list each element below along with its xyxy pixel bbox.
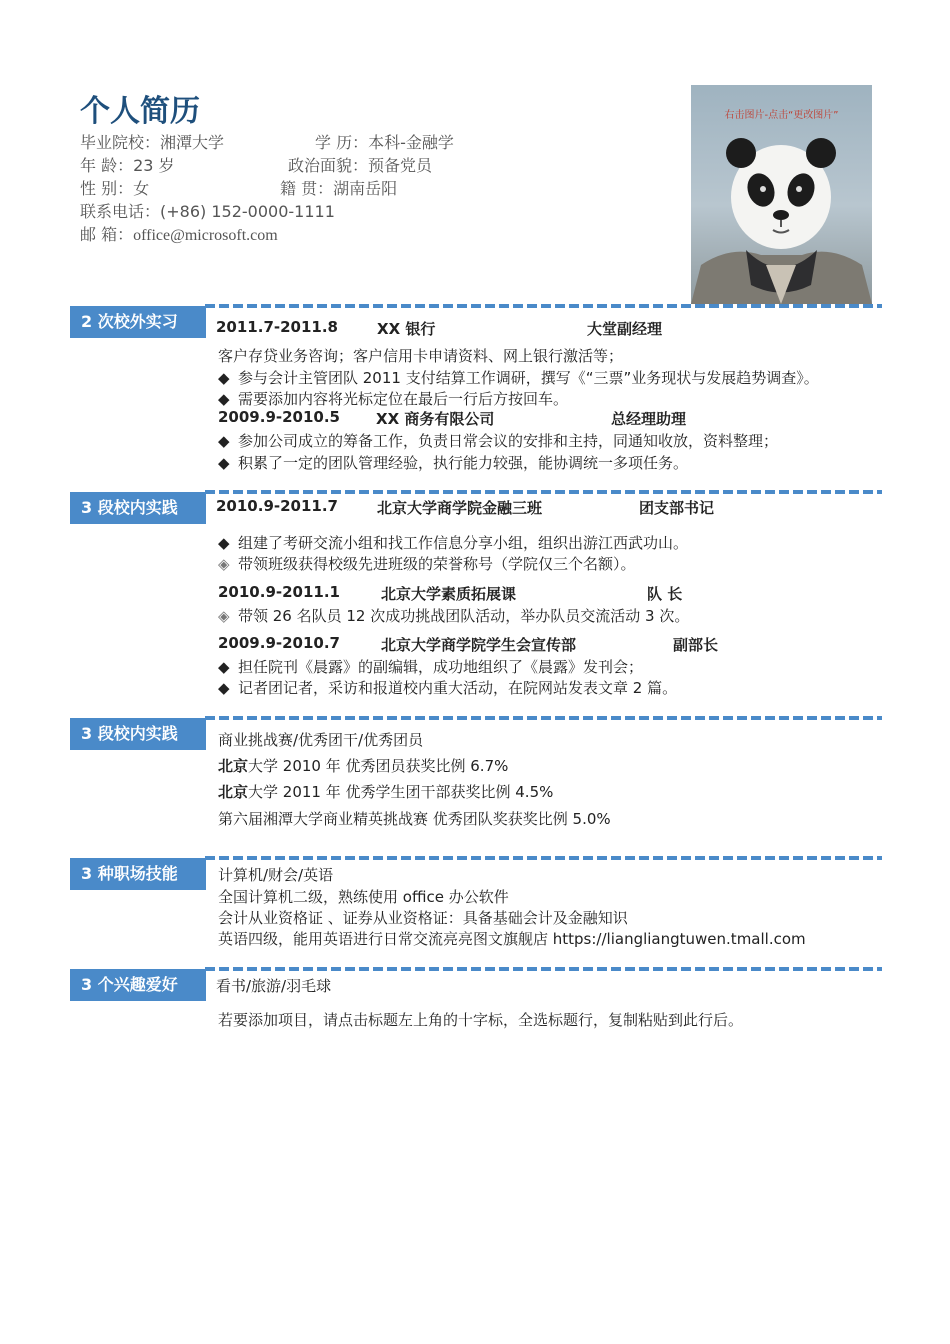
bullet-icon: ◈ (218, 607, 230, 625)
entry-org: XX 银行 (377, 320, 436, 338)
bullet-icon: ◆ (218, 432, 230, 450)
list-item (218, 553, 636, 574)
bullet-icon: ◆ (218, 679, 230, 697)
phone-row (80, 199, 335, 222)
photo-caption: 右击图片-点击“更改图片” (724, 110, 839, 121)
bullet-icon: ◆ (218, 534, 230, 552)
phone-label: 联系电话： (80, 202, 161, 221)
list-item-text: 记者团记者，采访和报道校内重大活动，在院网站发表文章 2 篇。 (238, 679, 678, 697)
list-item-text: 担任院刊《晨露》的副编辑，成功地组织了《晨露》发刊会； (238, 658, 644, 676)
page-title: 个人简历 (80, 94, 200, 129)
email-row (80, 222, 278, 245)
age-row (80, 153, 175, 176)
entry-org: XX 商务有限公司 (376, 410, 495, 428)
entry-date: 2009.9-2010.5 (218, 408, 340, 426)
email-label: 邮 箱： (80, 225, 134, 244)
entry-date: 2010.9-2011.7 (216, 497, 338, 515)
origin-value: 湖南岳阳 (333, 179, 398, 198)
email-value: office@microsoft.com (133, 227, 278, 244)
origin-row (280, 176, 397, 199)
political-label: 政治面貌： (288, 156, 369, 175)
phone-value: (+86) 152-0000-1111 (160, 202, 335, 221)
award-item-bold: 北京 (218, 783, 249, 801)
section-label-internship: 2 次校外实习 (70, 306, 206, 338)
section-divider (205, 967, 882, 971)
entry-date: 2009.9-2010.7 (218, 634, 340, 652)
list-item (218, 656, 643, 677)
section-label-skills: 3 种职场技能 (70, 858, 206, 890)
entry-role: 队 长 (647, 585, 683, 603)
list-item (218, 605, 689, 626)
list-item (218, 430, 778, 451)
hobby-line: 若要添加项目，请点击标题左上角的十字标，全选标题行，复制粘贴到此行后。 (218, 1011, 744, 1029)
bullet-icon: ◆ (218, 658, 230, 676)
entry-org: 北京大学商学院学生会宣传部 (381, 636, 577, 654)
political-value: 预备党员 (368, 156, 433, 175)
list-item (218, 452, 688, 473)
entry-role: 大堂副经理 (587, 320, 663, 338)
degree-label: 学 历： (315, 133, 369, 152)
award-item: 第六届湘潭大学商业精英挑战赛 优秀团队奖获奖比例 5.0% (218, 810, 611, 828)
school-value: 湘潭大学 (160, 133, 225, 152)
list-item-text: 参与会计主管团队 2011 支付结算工作调研，撰写《“三票”业务现状与发展趋势调查》。 (238, 369, 819, 387)
skill-line: 会计从业资格证 、证券从业资格证：具备基础会计及金融知识 (218, 909, 628, 927)
award-item-bold: 北京 (218, 757, 249, 775)
origin-label: 籍 贯： (280, 179, 334, 198)
profile-photo[interactable] (691, 85, 872, 304)
list-item-text: 组建了考研交流小组和找工作信息分享小组，组织出游江西武功山。 (238, 534, 689, 552)
gender-row (80, 176, 149, 199)
entry-date: 2011.7-2011.8 (216, 318, 338, 336)
awards-summary: 商业挑战赛/优秀团干/优秀团员 (218, 731, 424, 749)
school-row (80, 130, 224, 153)
section-label-awards: 3 段校内实践 (70, 718, 206, 750)
political-row (288, 153, 432, 176)
bullet-icon: ◆ (218, 454, 230, 472)
list-item-text: 带领 26 名队员 12 次成功挑战团队活动，举办队员交流活动 3 次。 (238, 607, 690, 625)
award-item-text: 大学 2010 年 优秀团员获奖比例 6.7% (248, 757, 509, 775)
skill-line: 英语四级，能用英语进行日常交流亮亮图文旗舰店 https://liangliangtuwen.tmall.com (218, 930, 806, 948)
section-divider (205, 856, 882, 860)
section-label-campus: 3 段校内实践 (70, 492, 206, 524)
bullet-icon: ◆ (218, 390, 230, 408)
degree-row (315, 130, 454, 153)
age-label: 年 龄： (80, 156, 134, 175)
school-label: 毕业院校： (80, 133, 161, 152)
age-value: 23 岁 (133, 156, 175, 175)
list-item (218, 367, 819, 388)
entry-org: 北京大学素质拓展课 (381, 585, 517, 603)
hobby-line: 看书/旅游/羽毛球 (216, 977, 332, 995)
award-item (218, 781, 553, 802)
entry-date: 2010.9-2011.1 (218, 583, 340, 601)
degree-value: 本科-金融学 (368, 133, 454, 152)
list-item-text: 积累了一定的团队管理经验，执行能力较强，能协调统一多项任务。 (238, 454, 689, 472)
award-item (218, 755, 508, 776)
skill-line: 全国计算机二级，熟练使用 office 办公软件 (218, 888, 509, 906)
list-item-text: 参加公司成立的筹备工作，负责日常会议的安排和主持，同通知收放，资料整理； (238, 432, 779, 450)
list-item (218, 532, 688, 553)
section-divider (205, 490, 882, 494)
list-item-text: 需要添加内容将光标定位在最后一行后方按回车。 (238, 390, 569, 408)
section-divider (205, 304, 882, 308)
bullet-icon: ◈ (218, 555, 230, 573)
entry-org: 北京大学商学院金融三班 (377, 499, 543, 517)
award-item-text: 大学 2011 年 优秀学生团干部获奖比例 4.5% (248, 783, 554, 801)
bullet-icon: ◆ (218, 369, 230, 387)
entry-role: 副部长 (673, 636, 719, 654)
gender-label: 性 别： (80, 179, 134, 198)
section-label-hobbies: 3 个兴趣爱好 (70, 969, 206, 1001)
entry-role: 总经理助理 (611, 410, 687, 428)
list-item-text: 带领班级获得校级先进班级的荣誉称号（学院仅三个名额）。 (238, 555, 636, 573)
entry-role: 团支部书记 (639, 499, 715, 517)
panda-illustration (691, 85, 872, 304)
section-divider (205, 716, 882, 720)
skill-line: 计算机/财会/英语 (218, 866, 334, 884)
gender-value: 女 (133, 179, 150, 198)
list-item (218, 388, 568, 409)
list-item (218, 677, 677, 698)
detail-line: 客户存贷业务咨询；客户信用卡申请资料、网上银行激活等； (218, 347, 624, 365)
